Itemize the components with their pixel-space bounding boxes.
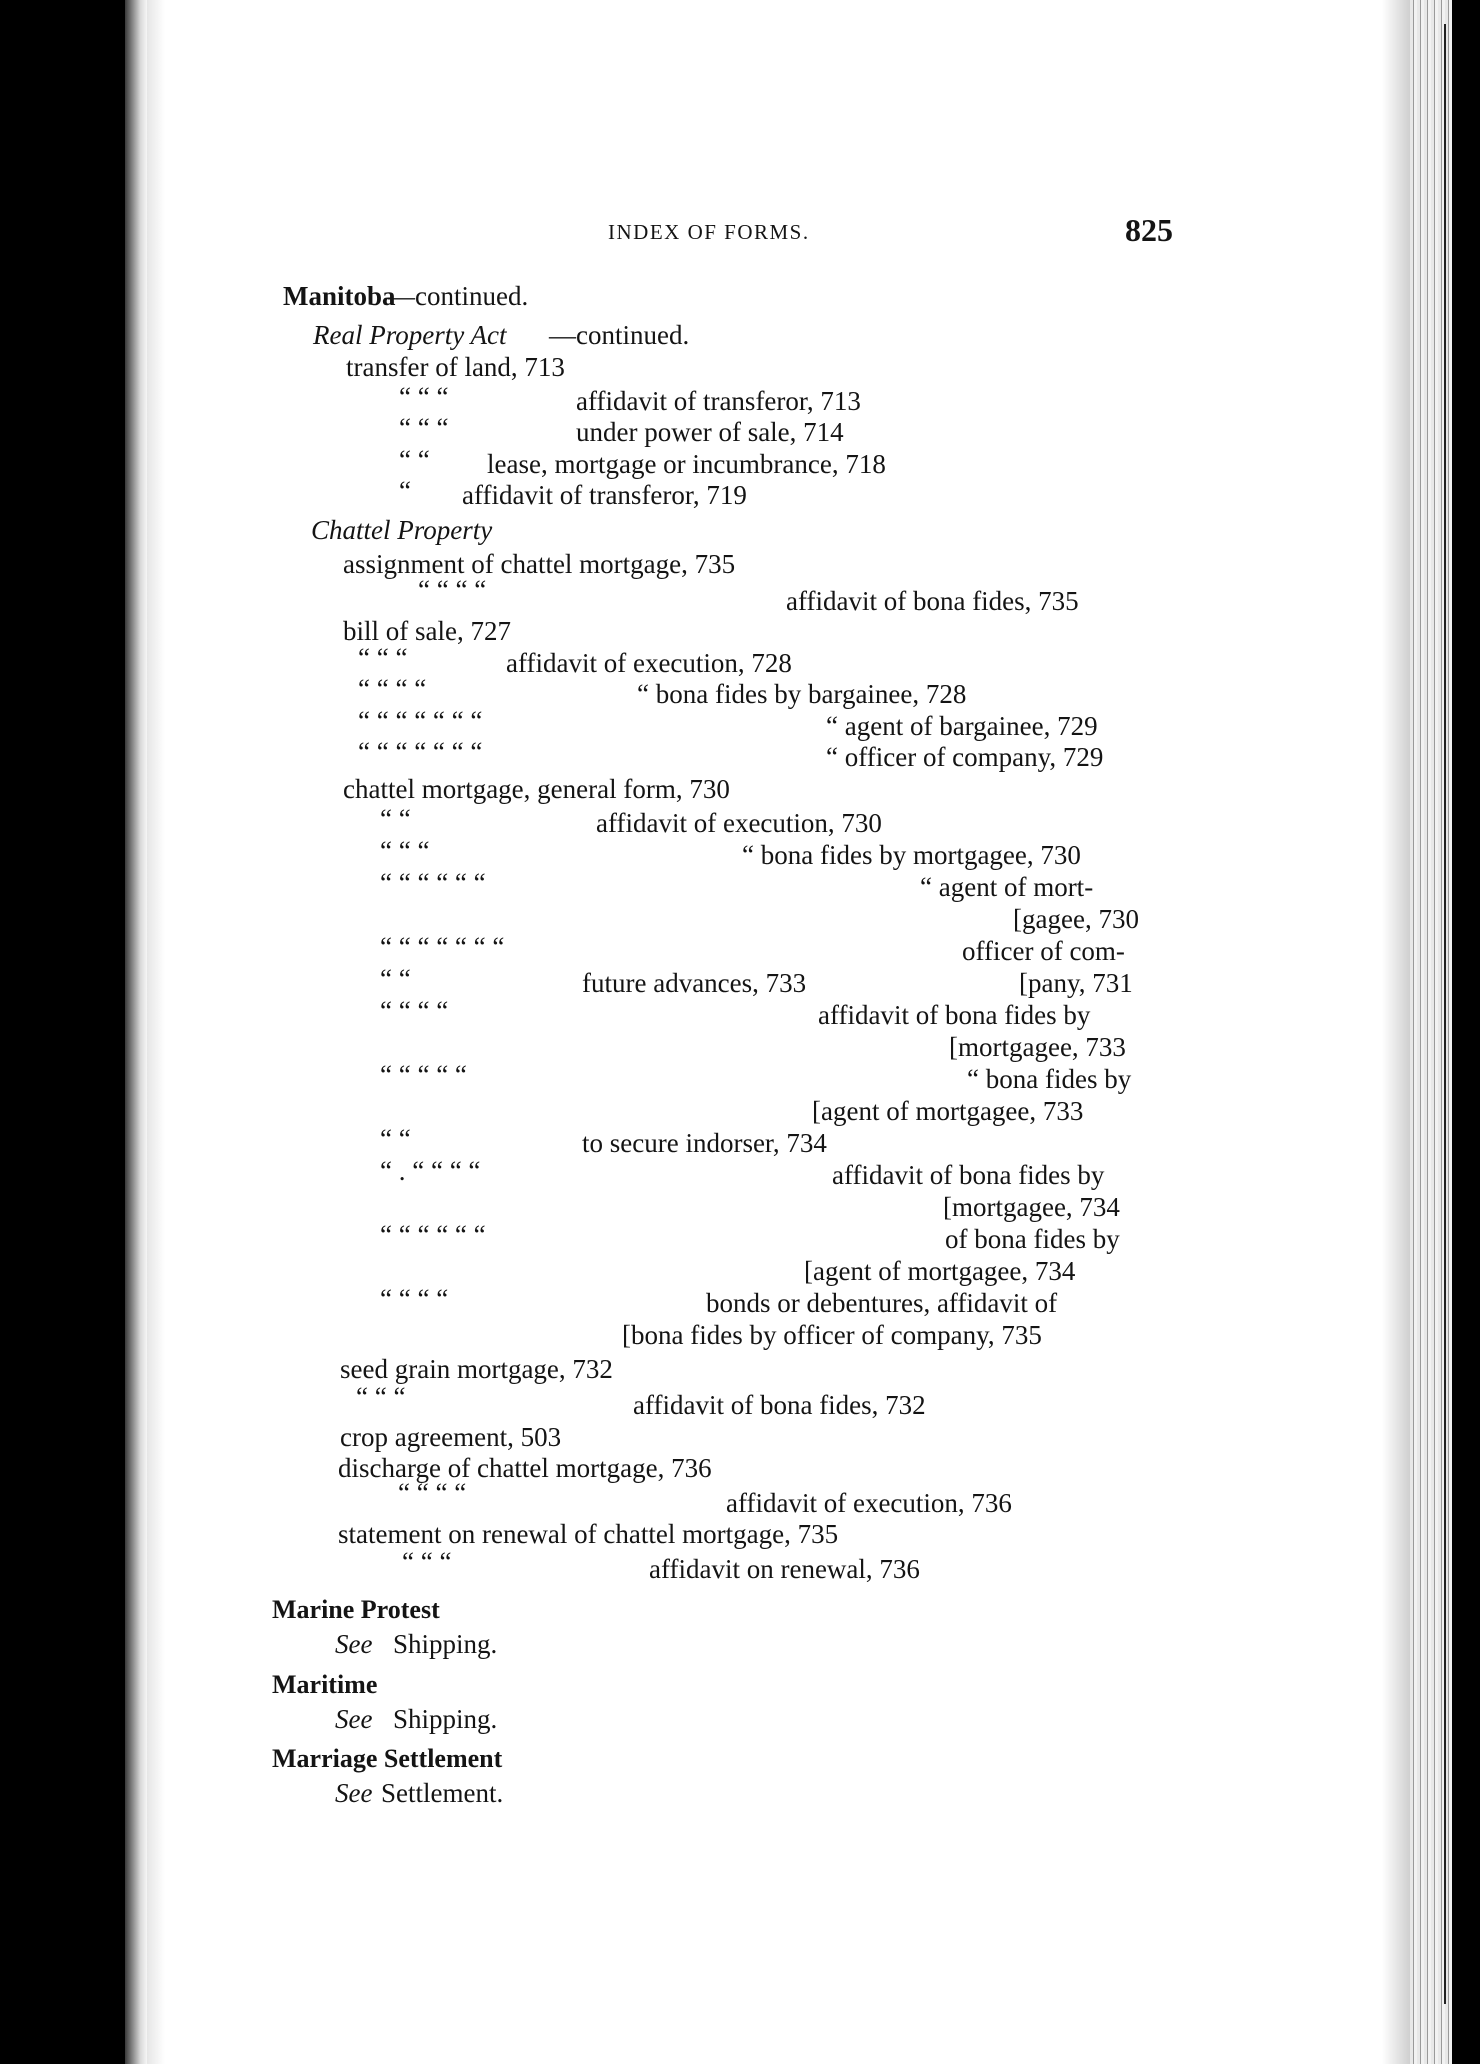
running-head: INDEX OF FORMS. bbox=[608, 220, 810, 244]
index-line: “ “ “ bbox=[358, 643, 408, 673]
index-line: affidavit of transferor, 719 bbox=[462, 480, 747, 510]
index-line: affidavit of bona fides, 732 bbox=[633, 1390, 926, 1420]
index-line: —continued. bbox=[549, 320, 690, 350]
index-line: [bona fides by officer of company, 735 bbox=[622, 1320, 1042, 1350]
index-line: Shipping. bbox=[393, 1629, 498, 1659]
page-right-shade bbox=[1382, 0, 1410, 2064]
index-heading: Marine Protest bbox=[272, 1595, 440, 1624]
index-line: “ bona fides by mortgagee, 730 bbox=[742, 840, 1081, 870]
index-line: See bbox=[335, 1778, 373, 1808]
index-line: officer of com- bbox=[962, 936, 1125, 966]
index-line: “ bbox=[399, 476, 411, 506]
index-line: under power of sale, 714 bbox=[576, 417, 844, 447]
index-line: See bbox=[335, 1629, 373, 1659]
index-line: [gagee, 730 bbox=[1013, 904, 1139, 934]
index-line: affidavit of execution, 730 bbox=[596, 808, 882, 838]
index-line: Settlement. bbox=[381, 1778, 504, 1808]
index-line: crop agreement, 503 bbox=[340, 1422, 562, 1452]
index-line: statement on renewal of chattel mortgage, 735 bbox=[338, 1519, 839, 1549]
index-line: “ officer of company, 729 bbox=[826, 742, 1104, 772]
index-line: “ “ “ bbox=[399, 382, 449, 412]
index-line: [mortgagee, 733 bbox=[949, 1032, 1126, 1062]
index-heading: Maritime bbox=[272, 1670, 378, 1699]
index-line: —continued. bbox=[388, 281, 529, 311]
index-line: to secure indorser, 734 bbox=[582, 1128, 827, 1158]
index-line: “ “ bbox=[399, 445, 430, 475]
index-line: of bona fides by bbox=[945, 1224, 1120, 1254]
index-line: “ “ “ “ bbox=[418, 575, 487, 605]
index-line: Real Property Act bbox=[313, 320, 507, 350]
index-line: “ “ “ “ bbox=[358, 674, 427, 704]
index-line: See bbox=[335, 1704, 373, 1734]
index-line: “ “ “ “ “ bbox=[380, 1060, 467, 1090]
index-line: affidavit of bona fides by bbox=[818, 1000, 1091, 1030]
index-line: affidavit of bona fides, 735 bbox=[786, 586, 1079, 616]
index-heading: Marriage Settlement bbox=[272, 1744, 503, 1773]
index-line: “ “ “ bbox=[380, 836, 430, 866]
index-line: “ “ “ “ bbox=[380, 1284, 449, 1314]
index-line: affidavit of bona fides by bbox=[832, 1160, 1105, 1190]
index-line: affidavit of transferor, 713 bbox=[576, 386, 861, 416]
index-line: future advances, 733 bbox=[582, 968, 807, 998]
index-line: bill of sale, 727 bbox=[343, 616, 511, 646]
index-line: “ “ “ “ bbox=[398, 1478, 467, 1508]
index-line: “ “ “ “ “ “ “ bbox=[358, 737, 483, 767]
index-line: “ “ “ “ “ “ “ bbox=[380, 932, 505, 962]
index-line: “ “ bbox=[380, 804, 411, 834]
index-line: affidavit of execution, 736 bbox=[726, 1488, 1012, 1518]
index-line: “ agent of bargainee, 729 bbox=[826, 711, 1098, 741]
book-gutter-shadow bbox=[125, 0, 147, 2064]
index-line: discharge of chattel mortgage, 736 bbox=[338, 1453, 712, 1483]
page-left-shade bbox=[147, 0, 165, 2064]
index-line: “ “ “ bbox=[399, 413, 449, 443]
index-line: chattel mortgage, general form, 730 bbox=[343, 774, 730, 804]
scan-right-border bbox=[1452, 0, 1480, 2064]
index-line: “ “ “ “ “ “ bbox=[380, 1220, 486, 1250]
index-line: “ “ bbox=[380, 1124, 411, 1154]
index-line: “ . “ “ “ “ bbox=[380, 1156, 481, 1186]
index-heading: Manitoba bbox=[283, 281, 396, 311]
index-line: bonds or debentures, affidavit of bbox=[706, 1288, 1058, 1318]
index-line: assignment of chattel mortgage, 735 bbox=[343, 549, 736, 579]
index-line: transfer of land, 713 bbox=[346, 352, 565, 382]
scan-left-border bbox=[0, 0, 125, 2064]
index-line: [pany, 731 bbox=[1019, 968, 1133, 998]
index-line: “ “ “ bbox=[356, 1382, 406, 1412]
index-line: “ bona fides by bargainee, 728 bbox=[637, 679, 967, 709]
page-number: 825 bbox=[1125, 212, 1173, 248]
index-line: [mortgagee, 734 bbox=[943, 1192, 1120, 1222]
index-line: “ “ “ “ “ “ “ bbox=[358, 706, 483, 736]
page-edge-line bbox=[1444, 24, 1446, 2004]
index-line: Shipping. bbox=[393, 1704, 498, 1734]
index-line: “ “ bbox=[380, 964, 411, 994]
index-line: Chattel Property bbox=[311, 515, 493, 545]
index-line: “ agent of mort- bbox=[920, 872, 1094, 902]
index-line: “ “ “ “ “ “ bbox=[380, 868, 486, 898]
index-line: [agent of mortgagee, 734 bbox=[804, 1256, 1076, 1286]
index-line: affidavit on renewal, 736 bbox=[649, 1554, 920, 1584]
index-line: “ bona fides by bbox=[967, 1064, 1132, 1094]
index-line: “ “ “ bbox=[402, 1547, 452, 1577]
index-line: lease, mortgage or incumbrance, 718 bbox=[487, 449, 886, 479]
index-line: [agent of mortgagee, 733 bbox=[812, 1096, 1084, 1126]
index-line: seed grain mortgage, 732 bbox=[340, 1354, 613, 1384]
index-line: “ “ “ “ bbox=[380, 996, 449, 1026]
index-line: affidavit of execution, 728 bbox=[506, 648, 792, 678]
